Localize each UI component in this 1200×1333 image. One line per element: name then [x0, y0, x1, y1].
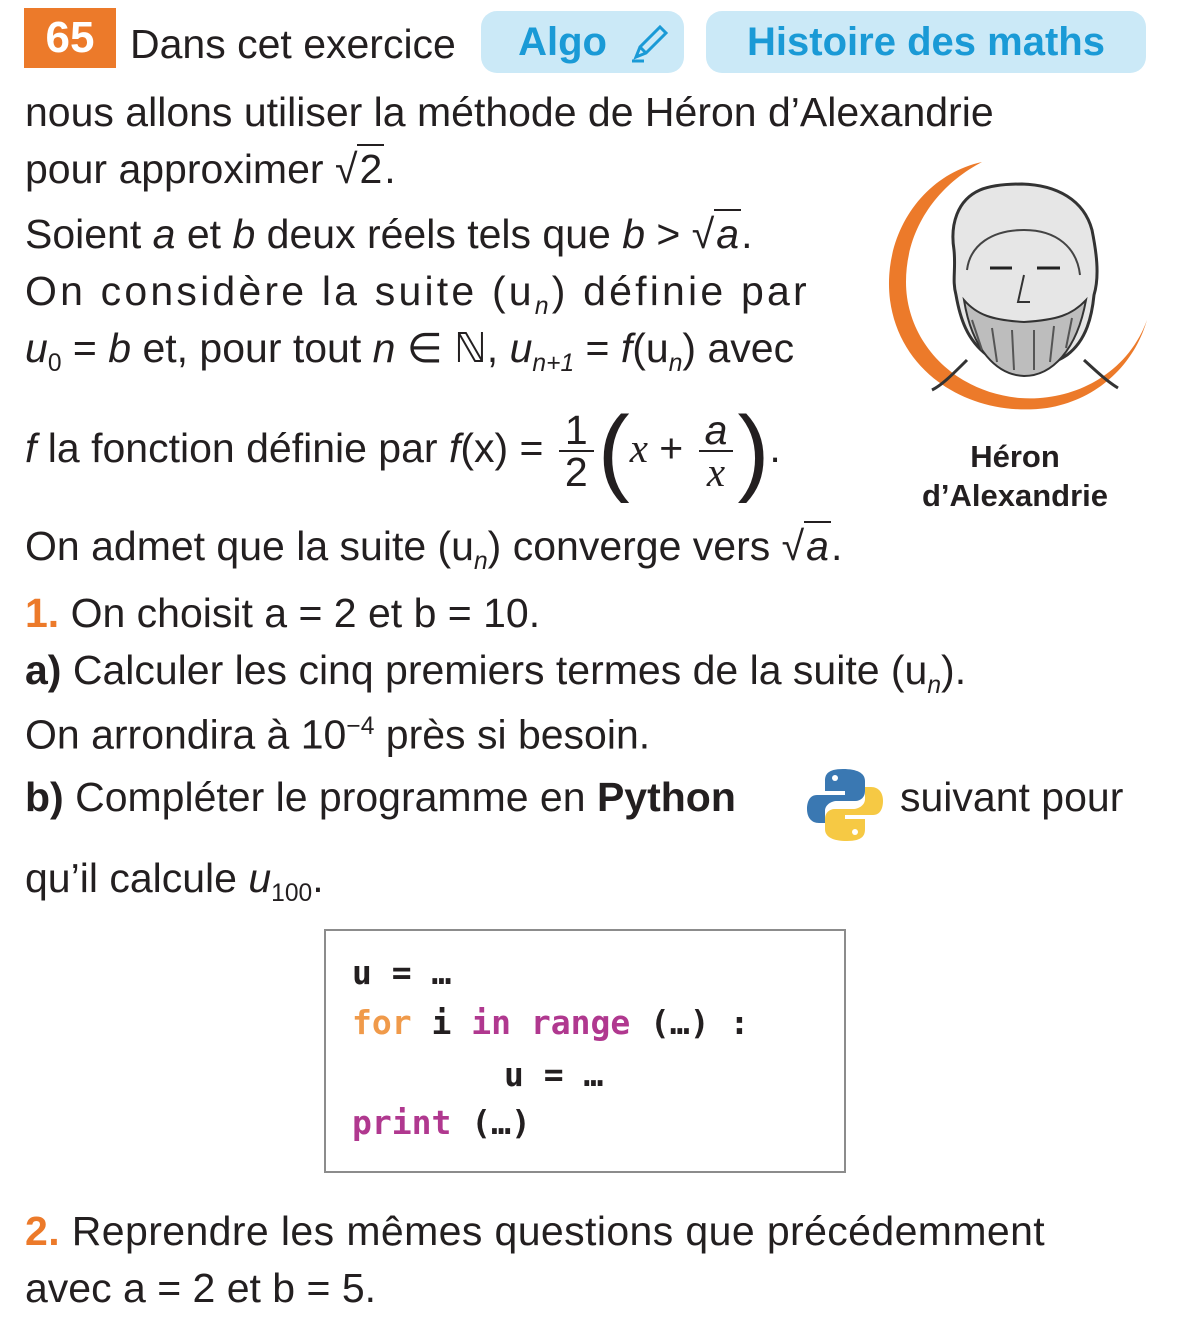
sqrt-a: √a [691, 211, 740, 257]
sqrt-a: √a [781, 523, 829, 569]
denominator: x [706, 449, 726, 496]
subscript: n [927, 672, 942, 700]
radicand: a [806, 523, 829, 569]
text-fragment: ∈ ℕ, [395, 325, 510, 371]
portrait-caption-line-2: d’Alexandrie [921, 478, 1109, 513]
denominator: 2 [564, 449, 588, 496]
question-1 [25, 588, 540, 638]
var-f: f [448, 425, 461, 471]
question-label: a) [25, 647, 62, 693]
fraction-half [559, 407, 594, 496]
var-u: u [509, 325, 533, 371]
paren-close: ) [737, 397, 770, 505]
text-line-5 [25, 323, 794, 389]
text-fragment: ) définie par [551, 268, 810, 314]
text-fragment: la fonction définie par [36, 425, 449, 471]
subscript: n+1 [532, 350, 575, 378]
text-fragment: deux réels tels que [255, 211, 623, 257]
text-fragment: . [741, 211, 753, 257]
text-fragment: + [647, 425, 695, 471]
subscript: 100 [271, 880, 313, 908]
text-fragment: . [769, 425, 781, 471]
code-line-1: u = … [352, 953, 452, 992]
subscript: 0 [47, 350, 62, 378]
question-number: 1. [25, 590, 60, 636]
text-fragment: . [830, 523, 843, 569]
text-fragment: Reprendre les mêmes questions que précédemment [60, 1208, 1046, 1254]
text-fragment: ) avec [682, 325, 795, 371]
text-fragment: Compléter le programme en [63, 774, 597, 820]
var-a: a [152, 211, 176, 257]
text-fragment-suivant: suivant pour [900, 774, 1124, 820]
subscript: n [473, 548, 488, 576]
tag-algo-label: Algo [518, 20, 607, 64]
python-logo-icon [805, 765, 885, 845]
text-fragment: . [312, 855, 324, 901]
subscript: n [534, 293, 552, 321]
text-fragment: On considère la suite (u [25, 268, 535, 314]
text-fragment: On choisit a = 2 et b = 10. [59, 590, 541, 636]
text-fragment: On arrondira à 10 [25, 711, 347, 758]
exercise-number: 65 [24, 8, 116, 68]
text-fragment: Calculer les cinq premiers termes de la suite (u [61, 647, 928, 693]
var-b: b [232, 211, 256, 257]
text-fragment: qu’il calcule [25, 855, 249, 901]
text-fragment: près si besoin. [374, 711, 651, 758]
var-u: u [248, 855, 272, 901]
text-fragment: = [574, 325, 621, 371]
intro-text: Dans cet exercice [130, 21, 456, 67]
keyword-for: for [352, 1003, 412, 1042]
text-fragment: et [175, 211, 233, 257]
var-f: f [25, 425, 37, 471]
text-fragment: Soient [25, 211, 153, 257]
question-2 [25, 1206, 1045, 1256]
text-fragment: (x) = [460, 425, 555, 471]
text-line-3 [25, 209, 753, 259]
code-line-3: u = … [504, 1055, 604, 1094]
keyword-range: range [530, 1003, 631, 1042]
paren-open: ( [597, 397, 630, 505]
var-f: f [620, 325, 633, 371]
text-fragment: . [384, 146, 396, 192]
tag-algo [481, 11, 684, 73]
python-word: Python [596, 774, 736, 820]
text-fragment: ) converge vers [487, 523, 782, 569]
text-fragment: > [645, 211, 692, 257]
portrait-caption-line-1: Héron [970, 439, 1060, 474]
question-label: b) [25, 774, 64, 820]
question-number: 2. [25, 1208, 60, 1254]
question-1a-line2 [25, 702, 650, 760]
text-fragment: et, pour tout [131, 325, 373, 371]
tag-histoire: Histoire des maths [706, 11, 1146, 73]
text-fragment: (u [632, 325, 669, 371]
question-1b [25, 772, 736, 822]
subscript: n [668, 350, 683, 378]
sqrt-2: √2 [334, 146, 383, 192]
portrait-image [872, 150, 1157, 425]
keyword-print: print [352, 1103, 452, 1142]
question-1b-line2 [25, 853, 324, 919]
code-fragment: i [411, 1003, 472, 1042]
text-fragment: pour approximer [25, 146, 335, 192]
text-fragment: = [61, 325, 109, 371]
keyword-in: in [471, 1003, 511, 1042]
code-fragment: (…) [451, 1103, 531, 1142]
code-line-4 [352, 1103, 531, 1142]
radicand: a [716, 211, 740, 257]
code-fragment: (…) : [630, 1003, 750, 1042]
pencil-icon [630, 23, 670, 63]
text-line-7 [25, 521, 842, 587]
code-line-2 [352, 1003, 749, 1042]
numerator: a [699, 410, 734, 452]
text-line-2 [25, 144, 396, 194]
var-b: b [108, 325, 132, 371]
python-code-box [324, 929, 846, 1173]
text-line-1: nous allons utiliser la méthode de Héron d’Alexandrie [25, 89, 994, 135]
fraction-a-over-x [699, 407, 734, 496]
superscript: −4 [346, 713, 375, 740]
text-line-6 [25, 397, 781, 505]
var-n: n [372, 325, 396, 371]
text-fragment: ). [941, 647, 967, 693]
var-u: u [25, 325, 48, 371]
question-2-line2: avec a = 2 et b = 5. [25, 1265, 377, 1311]
radicand: 2 [359, 146, 383, 192]
var-b: b [622, 211, 646, 257]
code-fragment [511, 1003, 531, 1042]
text-fragment: On admet que la suite (u [25, 523, 474, 569]
numerator: 1 [559, 410, 594, 452]
var-x: x [629, 425, 648, 471]
